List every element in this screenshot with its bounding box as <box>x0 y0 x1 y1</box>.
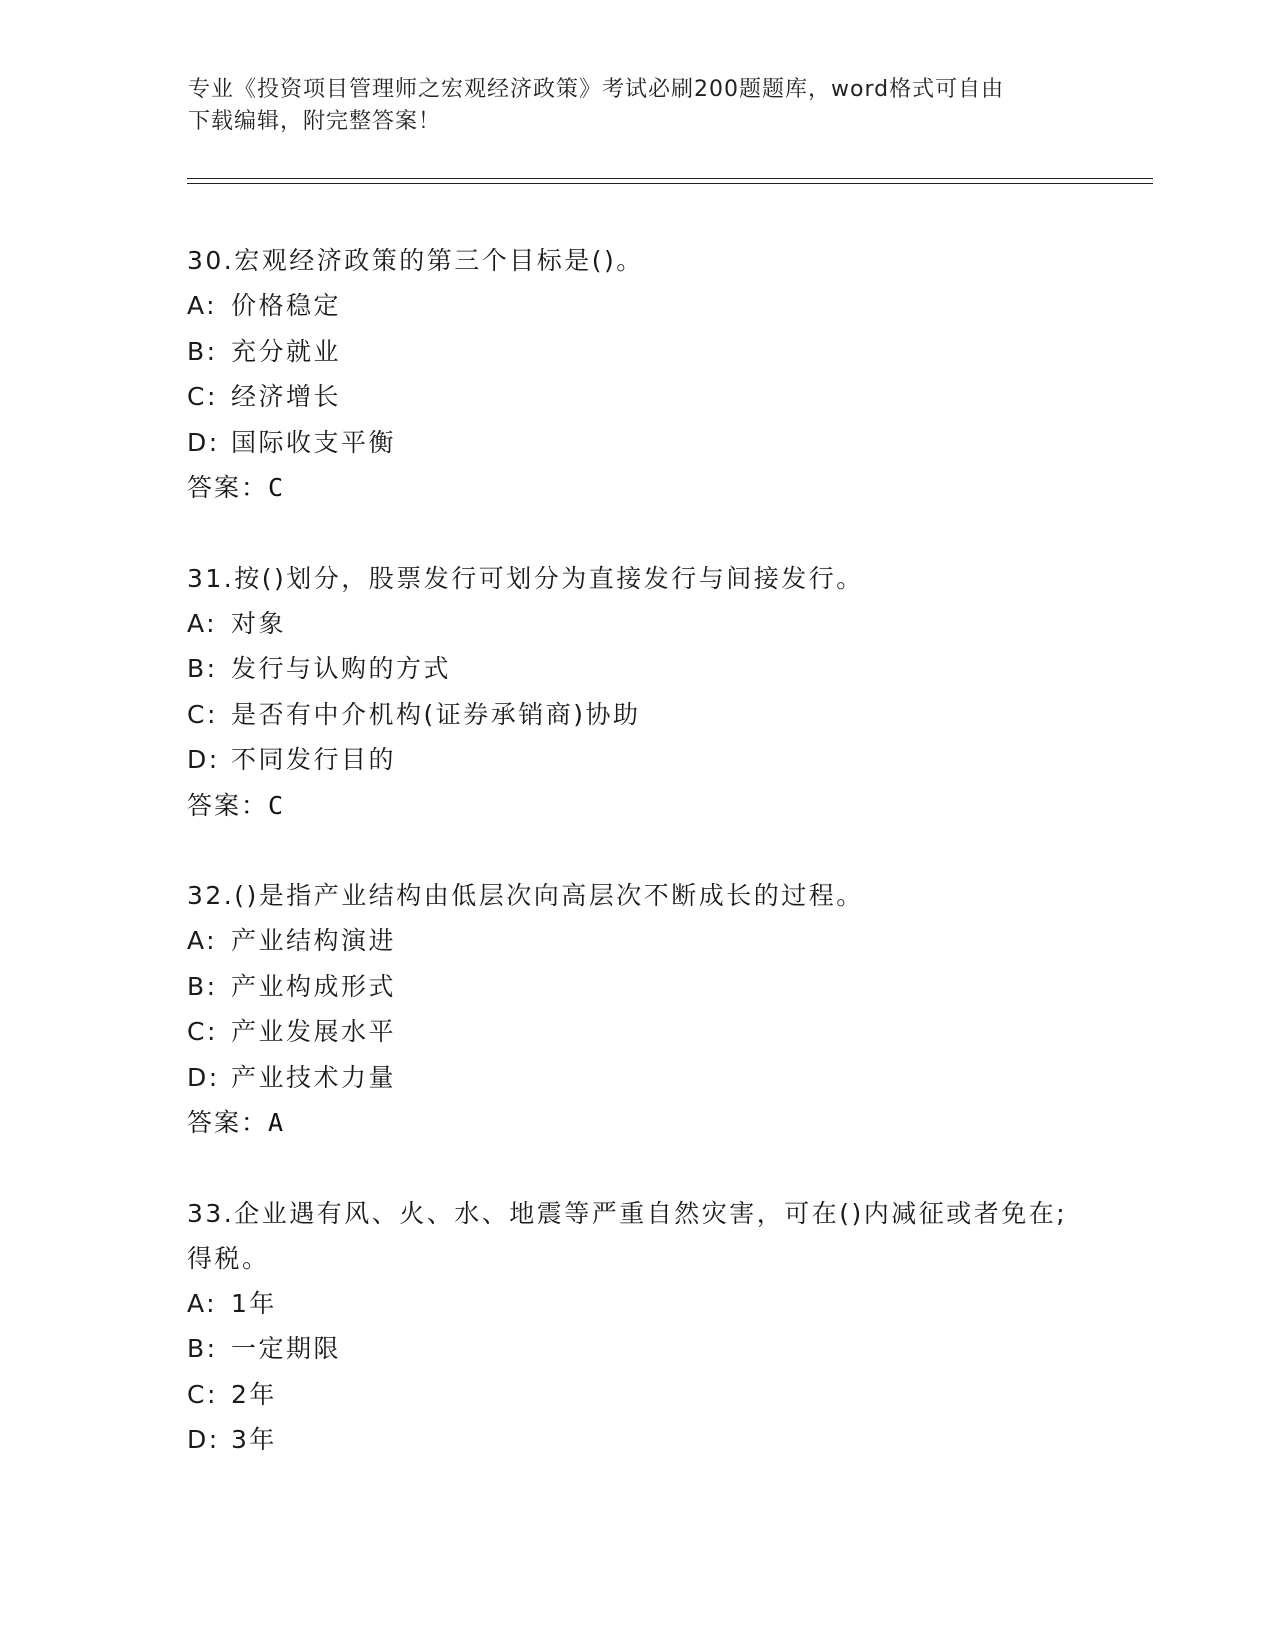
option-text: 国际收支平衡 <box>231 427 397 457</box>
answer-label: 答案： <box>187 790 269 820</box>
option-text: 是否有中介机构(证券承销商)协助 <box>231 699 641 729</box>
option-text: 产业发展水平 <box>231 1017 397 1046</box>
option-text: 产业结构演进 <box>231 926 397 955</box>
option-d <box>187 420 1087 466</box>
option-text: 一定期限 <box>231 1334 342 1363</box>
question-list <box>187 238 1087 1508</box>
option-c <box>187 1009 1087 1055</box>
option-b <box>187 1326 1087 1372</box>
option-d <box>187 1055 1087 1101</box>
answer-line <box>187 465 1087 511</box>
question-stem: 30.宏观经济政策的第三个目标是()。 <box>187 246 644 275</box>
option-key: C: <box>187 1017 218 1046</box>
question-33 <box>187 1191 1087 1463</box>
option-text: 充分就业 <box>231 336 342 366</box>
option-text: 产业构成形式 <box>231 971 397 1001</box>
header-divider-top <box>187 178 1153 179</box>
option-key: A: <box>187 291 218 320</box>
option-key: B: <box>187 336 218 366</box>
option-text: 2年 <box>231 1379 277 1409</box>
option-d <box>187 1417 1087 1463</box>
option-key: D: <box>187 745 220 774</box>
option-c <box>187 1372 1087 1418</box>
option-b <box>187 329 1087 375</box>
option-key: C: <box>187 1379 218 1409</box>
option-key: B: <box>187 1334 218 1363</box>
option-key: A: <box>187 1288 218 1318</box>
header-line-1: 专业《投资项目管理师之宏观经济政策》考试必刷200题题库，word格式可自由 <box>188 77 1005 102</box>
answer-line <box>187 783 1087 829</box>
option-text: 3年 <box>231 1425 277 1454</box>
option-text: 经济增长 <box>231 382 342 411</box>
answer-value: C <box>268 473 286 502</box>
option-c <box>187 692 1087 738</box>
answer-line <box>187 1100 1087 1146</box>
answer-value: A <box>268 1108 286 1137</box>
option-text: 产业技术力量 <box>231 1062 397 1092</box>
option-text: 价格稳定 <box>231 291 342 320</box>
question-30 <box>187 238 1087 511</box>
answer-value: C <box>268 790 286 820</box>
question-32 <box>187 873 1087 1146</box>
option-key: B: <box>187 971 218 1001</box>
question-stem: 33.企业遇有风、火、水、地震等严重自然灾害，可在()内减征或者免在;得税。 <box>187 1198 1068 1273</box>
answer-label: 答案： <box>187 1108 269 1137</box>
option-key: A: <box>187 926 218 955</box>
question-31 <box>187 556 1087 829</box>
option-b <box>187 646 1087 692</box>
question-stem: 32.()是指产业结构由低层次向高层次不断成长的过程。 <box>187 881 864 910</box>
option-a <box>187 918 1087 964</box>
header-line-2: 下载编辑，附完整答案！ <box>188 109 442 134</box>
option-text: 对象 <box>231 608 287 638</box>
option-b <box>187 964 1087 1010</box>
option-key: B: <box>187 654 218 683</box>
question-stem: 31.按()划分，股票发行可划分为直接发行与间接发行。 <box>187 563 864 593</box>
option-key: D: <box>187 427 220 457</box>
option-a <box>187 601 1087 647</box>
option-c <box>187 374 1087 420</box>
option-text: 发行与认购的方式 <box>231 654 452 683</box>
option-key: C: <box>187 382 218 411</box>
option-d <box>187 737 1087 783</box>
option-text: 1年 <box>231 1288 277 1318</box>
option-a <box>187 283 1087 329</box>
answer-label: 答案： <box>187 473 269 502</box>
document-header <box>188 74 1068 138</box>
option-a <box>187 1281 1087 1327</box>
option-text: 不同发行目的 <box>231 745 397 774</box>
option-key: C: <box>187 699 218 729</box>
header-divider-bottom <box>187 183 1153 184</box>
option-key: D: <box>187 1062 220 1092</box>
option-key: A: <box>187 608 218 638</box>
option-key: D: <box>187 1425 220 1454</box>
